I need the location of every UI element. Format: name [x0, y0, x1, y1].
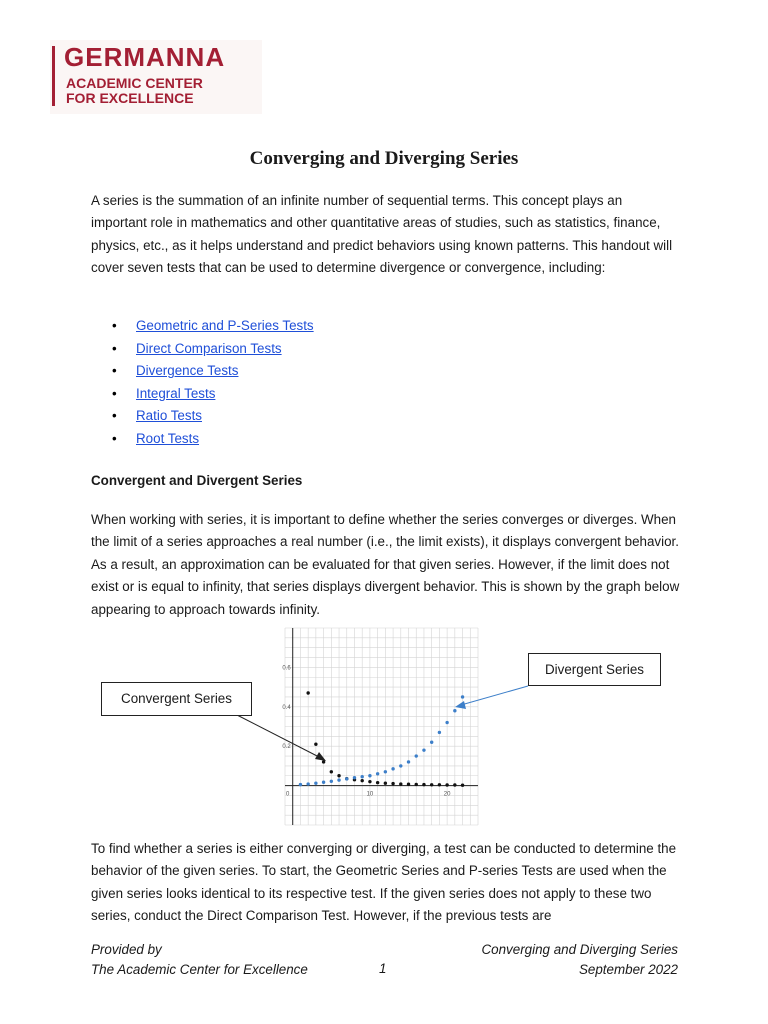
convergent-point	[415, 783, 418, 786]
list-item	[112, 315, 314, 338]
test-link-list	[112, 315, 314, 451]
list-item	[112, 383, 314, 406]
convergent-point	[391, 782, 394, 785]
divergent-point	[353, 776, 356, 779]
y-tick-label: 0.4	[282, 704, 291, 711]
divergent-series-callout: Divergent Series	[528, 653, 661, 686]
divergent-point	[453, 709, 456, 712]
convergent-point	[330, 770, 333, 773]
divergent-point	[345, 777, 348, 780]
section-paragraph: When working with series, it is important to define whether the series converges or diverges. When the limit of a series approaches a real number (i.e., the limit exists), it displays convergent behavior. As a result, an approximation can be evaluated for that given series. However, if the limit does not exist or is equal to infinity, that series displays divergent behavior. This is shown by the graph below appearing to approach towards infinity.	[91, 512, 680, 617]
convergent-point	[384, 782, 387, 785]
divergent-arrowhead	[455, 701, 466, 709]
convergent-series-callout: Convergent Series	[101, 682, 252, 716]
link-geometric-p-series[interactable]: Geometric and P-Series Tests	[136, 318, 314, 333]
footer-right	[481, 940, 678, 980]
list-item	[112, 428, 314, 451]
divergent-point	[314, 782, 317, 785]
list-item	[112, 338, 314, 361]
footer-organization: The Academic Center for Excellence	[91, 962, 308, 977]
convergent-point	[306, 691, 309, 694]
x-tick-label: 20	[443, 791, 451, 798]
divergent-point	[445, 721, 448, 724]
divergent-point	[438, 731, 441, 734]
intro-paragraph: A series is the summation of an infinite number of sequential terms. This concept plays an important role in mathematics and other quantitative areas of studies, such as statistics, finance, physics, etc., as it helps understand and predict behaviors using known patterns. This handout will cover seven tests that can be used to determine divergence or convergence, including:	[91, 193, 673, 276]
link-integral[interactable]: Integral Tests	[136, 385, 216, 401]
link-root[interactable]: Root Tests	[136, 430, 200, 446]
convergent-point	[314, 743, 317, 746]
divergent-point	[415, 754, 418, 757]
link-ratio[interactable]: Ratio Tests	[136, 408, 202, 424]
link-direct-comparison[interactable]: Direct Comparison Tests	[136, 340, 282, 356]
document-title: Converging and Diverging Series	[249, 148, 519, 169]
footer-left	[91, 940, 308, 980]
y-tick-label: 0.2	[282, 744, 291, 751]
convergent-point	[453, 783, 456, 786]
logo-subtitle-line2: FOR EXCELLENCE	[66, 90, 194, 106]
footer-doc-title: Converging and Diverging Series	[481, 942, 678, 957]
convergent-point	[422, 783, 425, 786]
convergent-point	[361, 779, 364, 782]
convergent-point	[461, 784, 464, 787]
list-item	[112, 405, 314, 428]
convergent-point	[368, 780, 371, 783]
convergent-arrowhead	[315, 752, 326, 761]
section-heading: Convergent and Divergent Series	[91, 473, 303, 488]
convergent-point	[407, 783, 410, 786]
convergent-point	[399, 782, 402, 785]
convergent-point	[430, 783, 433, 786]
divergent-point	[368, 774, 371, 777]
page-number: 1	[379, 961, 387, 976]
convergent-point	[376, 781, 379, 784]
divergent-point	[322, 781, 325, 784]
divergent-point	[299, 783, 302, 786]
divergent-point	[399, 764, 402, 767]
divergent-point	[407, 760, 410, 763]
divergent-point	[422, 748, 425, 751]
divergent-point	[337, 778, 340, 781]
y-tick-label: 0.6	[282, 665, 291, 672]
logo-subtitle-line1: ACADEMIC CENTER	[66, 75, 203, 91]
footer-provided-by: Provided by	[91, 942, 162, 957]
closing-paragraph: To find whether a series is either converging or diverging, a test can be conducted to determine the behavior of the given series. To start, the Geometric Series and P-series Tests are used when the given series looks identical to its respective test. If the given series does not apply to these two series, conduct the Direct Comparison Test. However, if the previous tests are	[91, 841, 677, 924]
divergent-point	[376, 772, 379, 775]
convergent-point	[438, 783, 441, 786]
axis-ticks	[282, 665, 451, 797]
divergent-point	[361, 775, 364, 778]
convergent-point	[337, 774, 340, 777]
x-tick-label: 0	[286, 791, 290, 798]
footer-date: September 2022	[578, 962, 678, 977]
divergent-arrow-line	[461, 686, 528, 705]
list-item	[112, 360, 314, 383]
convergent-point	[445, 783, 448, 786]
divergent-point	[461, 695, 464, 698]
germanna-logo	[50, 40, 262, 114]
link-divergence[interactable]: Divergence Tests	[136, 363, 239, 379]
logo-accent-bar	[52, 46, 55, 106]
logo-wordmark: GERMANNA	[64, 42, 226, 72]
divergent-point	[330, 780, 333, 783]
divergent-point	[384, 770, 387, 773]
divergent-point	[430, 741, 433, 744]
x-tick-label: 10	[366, 791, 374, 798]
series-figure	[0, 620, 768, 835]
divergent-point	[391, 767, 394, 770]
divergent-point	[306, 782, 309, 785]
